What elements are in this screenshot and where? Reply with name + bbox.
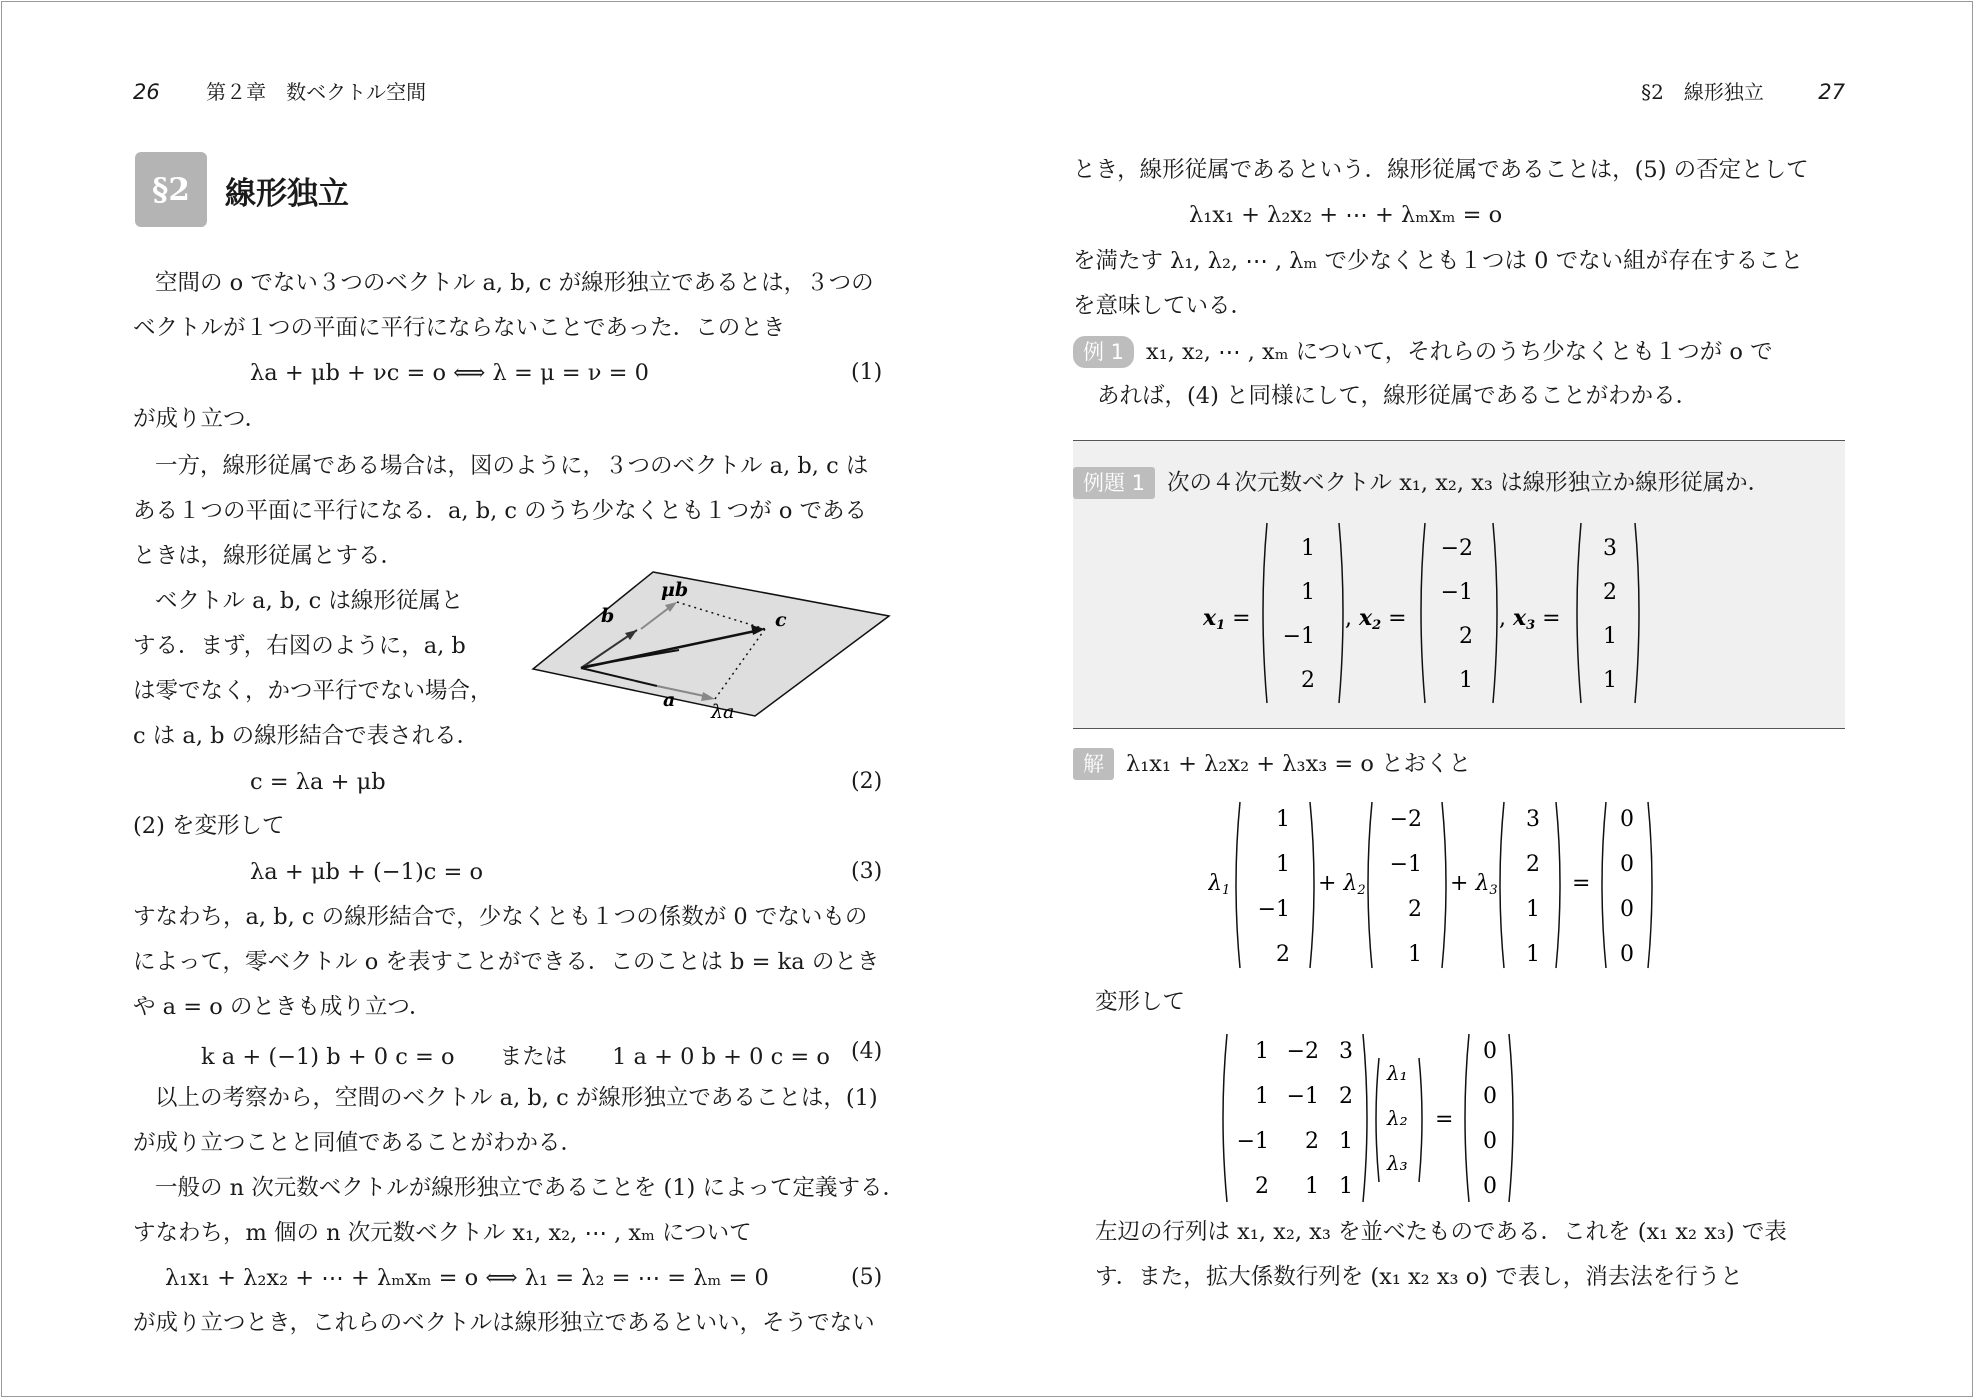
label-mu-b: μb: [661, 579, 689, 601]
page-number: 27: [1818, 80, 1845, 104]
equation-4: k a + (−1) b + 0 c = o または 1 a + 0 b + 0 c = o: [201, 1044, 830, 1070]
paragraph-line: 以上の考察から，空間のベクトル a, b, c が線形独立であることは，(1): [155, 1085, 878, 1111]
paragraph-line: が成り立つ．: [133, 406, 268, 432]
vector-entry: 2: [1526, 852, 1540, 877]
problem-statement: [1073, 467, 1770, 499]
svg-text:+ λ2: + λ2: [1318, 871, 1366, 898]
vector-entry: 1: [1603, 668, 1617, 693]
vector-entry: 1: [1276, 852, 1290, 877]
solution-line: [1073, 748, 1471, 780]
vector-entry: 0: [1483, 1174, 1497, 1199]
vector-plane-figure: [529, 568, 909, 728]
svg-text:x3 =: x3 =: [1513, 605, 1561, 633]
problem-text: 次の４次元数ベクトル x₁, x₂, x₃ は線形独立か線形従属か．: [1167, 470, 1771, 496]
paragraph-line: が成り立つことと同値であることがわかる．: [133, 1130, 584, 1156]
vector-entry: 0: [1483, 1084, 1497, 1109]
matrix-entry: 1: [1339, 1174, 1353, 1199]
paragraph-line: が成り立つとき，これらのベクトルは線形独立であるといい，そうでない: [133, 1310, 875, 1336]
equation-5: λ₁x₁ + λ₂x₂ + ⋯ + λₘxₘ = o ⟺ λ₁ = λ₂ = ⋯ = λₘ = 0: [165, 1265, 769, 1291]
plane-parallelogram: [533, 572, 889, 716]
paragraph-line: を満たす λ₁, λ₂, ⋯ , λₘ で少なくとも１つは 0 でない組が存在すること: [1073, 248, 1804, 274]
matrix-entry: 3: [1339, 1039, 1353, 1064]
svg-text:=: =: [1435, 1107, 1454, 1132]
matrix-entry: 1: [1255, 1084, 1269, 1109]
svg-text:=: =: [1572, 871, 1591, 896]
paragraph-line: 左辺の行列は x₁, x₂, x₃ を並べたものである．これを (x₁ x₂ x₃) で表: [1095, 1219, 1787, 1245]
vector-entry: −1: [1440, 580, 1473, 605]
label-c: c: [775, 609, 787, 631]
problem-box: [1073, 440, 1845, 729]
solution-text: λ₁x₁ + λ₂x₂ + λ₃x₃ = o とおくと: [1126, 751, 1472, 777]
vector-entry: 1: [1301, 536, 1315, 561]
label-a: a: [663, 689, 676, 711]
vector-entry: 3: [1526, 807, 1540, 832]
vector-entry: 2: [1459, 624, 1473, 649]
equation-number: (4): [851, 1039, 883, 1064]
paragraph-line: 一般の n 次元数ベクトルが線形独立であることを (1) によって定義する．: [155, 1175, 905, 1201]
paragraph-line: ベクトルが１つの平面に平行にならないことであった．このとき: [133, 315, 786, 341]
equation-number: (5): [851, 1265, 883, 1290]
vector-entry: 1: [1603, 624, 1617, 649]
vector-entry: 1: [1301, 580, 1315, 605]
page-number: 26: [133, 80, 160, 104]
vector-entry: −1: [1257, 897, 1290, 922]
vector-entry: 1: [1526, 942, 1540, 967]
example-line: [1073, 336, 1773, 368]
problem-vectors: [1203, 515, 1663, 715]
vector-entry: 0: [1620, 942, 1634, 967]
lambda-entry: λ₃: [1387, 1151, 1408, 1175]
section-title: 線形独立: [225, 176, 349, 212]
svg-text:λ1: λ1: [1208, 871, 1231, 898]
matrix-entry: 1: [1305, 1174, 1319, 1199]
label-lambda-a: λa: [711, 701, 735, 723]
paragraph-line: すなわち，a, b, c の線形結合で，少なくとも１つの係数が 0 でないもの: [133, 904, 868, 930]
right-page: [1073, 0, 1845, 1400]
solution-vector-equation: [1208, 796, 1728, 976]
solution-matrix-equation: [1213, 1030, 1613, 1210]
left-page: [133, 0, 903, 1400]
paragraph-line: す．また，拡大係数行列を (x₁ x₂ x₃ o) で表し，消去法を行うと: [1095, 1264, 1743, 1290]
running-head: §2 線形独立: [1641, 80, 1764, 104]
paragraph-line: によって，零ベクトル o を表すことができる．このことは b = ka のとき: [133, 949, 880, 975]
vector-entry: 0: [1620, 897, 1634, 922]
vector-entry: 2: [1301, 668, 1315, 693]
matrix-entry: 1: [1255, 1039, 1269, 1064]
negation-equation: λ₁x₁ + λ₂x₂ + ⋯ + λₘxₘ = o: [1189, 202, 1503, 228]
left-page-header: [133, 76, 426, 105]
paragraph-line: や a = o のときも成り立つ．: [133, 994, 432, 1020]
label-b: b: [601, 605, 615, 627]
right-page-header: [1641, 76, 1845, 105]
paragraph-line: あれば，(4) と同様にして，線形従属であることがわかる．: [1097, 383, 1699, 409]
svg-text:,: ,: [1499, 606, 1506, 631]
matrix-entry: −1: [1236, 1129, 1269, 1154]
matrix-entry: 2: [1255, 1174, 1269, 1199]
svg-text:,: ,: [1345, 606, 1352, 631]
example-text: x₁, x₂, ⋯ , xₘ について，それらのうち少なくとも１つが o で: [1146, 339, 1773, 365]
paragraph-line: 空間の o でない３つのベクトル a, b, c が線形独立であるとは，３つの: [155, 270, 874, 296]
vector-entry: 1: [1526, 897, 1540, 922]
svg-text:x2 =: x2 =: [1359, 605, 1407, 633]
equation-1: λa + μb + νc = o ⟺ λ = μ = ν = 0: [250, 360, 649, 386]
paragraph-line: ベクトル a, b, c は線形従属と: [155, 588, 464, 614]
paragraph-line: ある１つの平面に平行になる．a, b, c のうち少なくとも１つが o である: [133, 498, 868, 524]
matrix-entry: 2: [1339, 1084, 1353, 1109]
paragraph-line: ときは，線形従属とする．: [133, 543, 404, 569]
paragraph-line: 一方，線形従属である場合は，図のように，３つのベクトル a, b, c は: [155, 453, 869, 479]
matrix-entry: −1: [1286, 1084, 1319, 1109]
vector-entry: 3: [1603, 536, 1617, 561]
problem-tag: 例題 1: [1073, 467, 1155, 499]
vector-entry: 0: [1620, 852, 1634, 877]
solution-tag: 解: [1073, 748, 1114, 780]
equation-number: (2): [851, 769, 883, 794]
vector-entry: 2: [1408, 897, 1422, 922]
paragraph-line: (2) を変形して: [133, 813, 285, 839]
paragraph-line: 変形して: [1095, 989, 1186, 1015]
vector-entry: 0: [1483, 1129, 1497, 1154]
paragraph-line: すなわち，m 個の n 次元数ベクトル x₁, x₂, ⋯ , xₘ について: [133, 1220, 752, 1246]
vector-entry: 1: [1408, 942, 1422, 967]
paragraph-line: c は a, b の線形結合で表される．: [133, 723, 480, 749]
paragraph-line: とき，線形従属であるという．線形従属であることは，(5) の否定として: [1073, 157, 1809, 183]
svg-text:x1 =: x1 =: [1203, 605, 1251, 633]
equation-number: (3): [851, 859, 883, 884]
matrix-entry: 1: [1339, 1129, 1353, 1154]
equation-2: c = λa + μb: [250, 769, 386, 795]
vector-entry: 1: [1276, 807, 1290, 832]
vector-entry: 2: [1603, 580, 1617, 605]
vector-entry: −2: [1440, 536, 1473, 561]
running-head: 第２章 数ベクトル空間: [206, 80, 427, 104]
paragraph-line: は零でなく，かつ平行でない場合，: [133, 678, 493, 704]
vector-entry: −1: [1282, 624, 1315, 649]
svg-text:+ λ3: + λ3: [1450, 871, 1498, 898]
matrix-entry: 2: [1305, 1129, 1319, 1154]
vector-entry: 0: [1620, 807, 1634, 832]
vector-entry: −2: [1389, 807, 1422, 832]
lambda-entry: λ₁: [1387, 1061, 1408, 1085]
vector-entry: −1: [1389, 852, 1422, 877]
example-tag: 例 1: [1073, 336, 1134, 368]
paragraph-line: を意味している．: [1073, 293, 1254, 319]
matrix-entry: −2: [1286, 1039, 1319, 1064]
vector-entry: 0: [1483, 1039, 1497, 1064]
paragraph-line: する．まず，右図のように，a, b: [133, 633, 466, 659]
equation-number: (1): [851, 360, 883, 385]
equation-3: λa + μb + (−1)c = o: [250, 859, 484, 885]
section-badge: §2: [135, 152, 207, 227]
lambda-entry: λ₂: [1387, 1106, 1408, 1130]
vector-entry: 2: [1276, 942, 1290, 967]
vector-entry: 1: [1459, 668, 1473, 693]
